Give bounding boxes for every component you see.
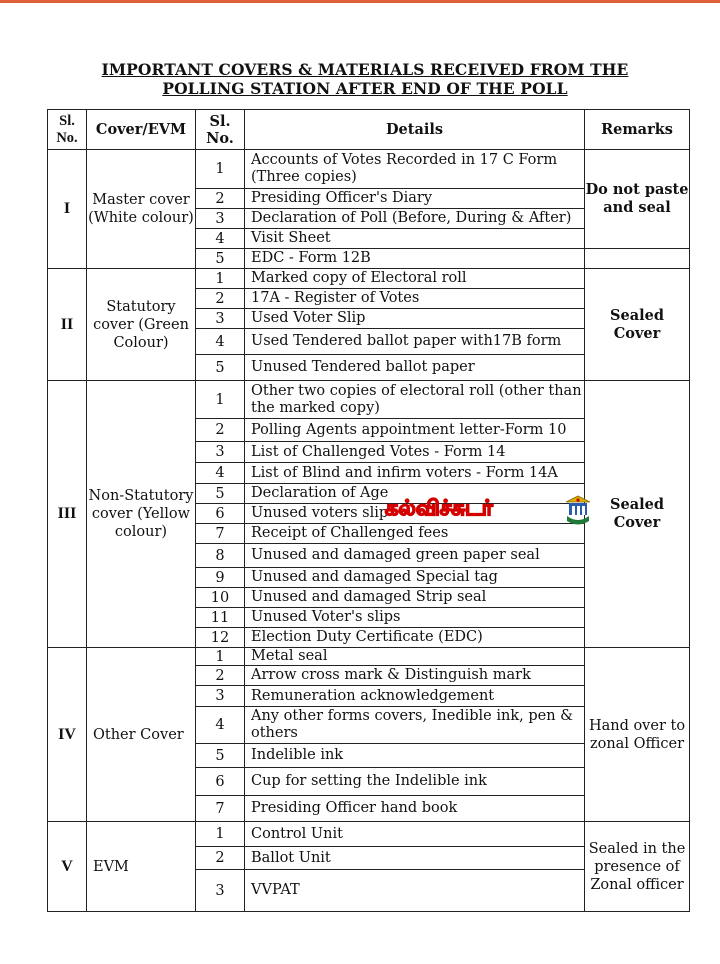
item-details: Unused Tendered ballot paper [245,355,585,381]
item-no: 1 [196,150,245,189]
item-no: 4 [196,463,245,484]
group-cover: Non-Statutory cover (Yellow colour) [87,381,196,648]
group-cover: Master cover (White colour) [87,150,196,269]
item-details: Unused and damaged green paper seal [245,544,585,568]
item-no: 9 [196,568,245,588]
group-remarks: Sealed Cover [585,381,690,648]
item-details: 17A - Register of Votes [245,289,585,309]
header-remarks: Remarks [585,110,690,150]
item-details: Polling Agents appointment letter-Form 10 [245,419,585,442]
item-details: List of Challenged Votes - Form 14 [245,442,585,463]
page-title [0,60,720,98]
item-no: 7 [196,524,245,544]
item-details: EDC - Form 12B [245,249,585,269]
item-no: 4 [196,229,245,249]
group-sl: V [48,822,87,912]
item-details: Other two copies of electoral roll (other than the marked copy) [245,381,585,419]
item-no: 2 [196,666,245,686]
group-remarks: Sealed in the presence of Zonal officer [585,822,690,912]
item-details: Ballot Unit [245,847,585,870]
group-sl: I [48,150,87,269]
header-sl-no-item: Sl. No. [196,110,245,150]
item-no: 5 [196,484,245,504]
table-row [48,381,690,419]
item-details: VVPAT [245,870,585,912]
item-no: 7 [196,796,245,822]
item-details: Receipt of Challenged fees [245,524,585,544]
table-header-row [48,110,690,150]
item-details: Election Duty Certificate (EDC) [245,628,585,648]
item-no: 1 [196,269,245,289]
school-emblem-icon [563,494,593,528]
item-details: Presiding Officer's Diary [245,189,585,209]
item-details: Unused and damaged Special tag [245,568,585,588]
item-no: 8 [196,544,245,568]
item-details: Control Unit [245,822,585,847]
item-no: 5 [196,744,245,768]
group-sl: II [48,269,87,381]
header-sl-no: Sl. No. [48,110,87,150]
item-no: 3 [196,309,245,329]
group-remarks: Do not paste and seal [585,150,690,249]
item-no: 3 [196,442,245,463]
item-details: Cup for setting the Indelible ink [245,768,585,796]
item-no: 3 [196,870,245,912]
watermark [385,494,595,528]
item-details: Used Tendered ballot paper with17B form [245,329,585,355]
item-details: Declaration of Poll (Before, During & After) [245,209,585,229]
item-details: Accounts of Votes Recorded in 17 C Form (Three copies) [245,150,585,189]
watermark-text: கல்விச்சுடர் [385,496,493,520]
item-no: 4 [196,707,245,744]
item-no: 1 [196,648,245,666]
item-no: 1 [196,381,245,419]
group-cover: EVM [87,822,196,912]
table-row [48,822,690,847]
item-no: 1 [196,822,245,847]
item-details: Marked copy of Electoral roll [245,269,585,289]
item-details: Unused and damaged Strip seal [245,588,585,608]
item-details: Indelible ink [245,744,585,768]
item-no: 2 [196,419,245,442]
item-details: Declaration of Age [245,484,585,504]
item-details: Visit Sheet [245,229,585,249]
group-sl: IV [48,648,87,822]
header-cover: Cover/EVM [87,110,196,150]
item-no: 11 [196,608,245,628]
item-details: Used Voter Slip [245,309,585,329]
item-details: Any other forms covers, Inedible ink, pen & others [245,707,585,744]
item-no: 4 [196,329,245,355]
top-accent-bar [0,0,720,3]
item-details: List of Blind and infirm voters - Form 14A [245,463,585,484]
table-row [48,150,690,189]
item-no: 2 [196,847,245,870]
group-sl: III [48,381,87,648]
group-remarks: Hand over to zonal Officer [585,648,690,822]
title-line-1: IMPORTANT COVERS & MATERIALS RECEIVED FROM THE [101,60,629,79]
item-details: Metal seal [245,648,585,666]
item-no: 6 [196,504,245,524]
item-details: Remuneration acknowledgement [245,686,585,707]
item-no: 12 [196,628,245,648]
title-line-2: POLLING STATION AFTER END OF THE POLL [162,79,568,98]
item-details: Presiding Officer hand book [245,796,585,822]
item-no: 3 [196,209,245,229]
item-no: 6 [196,768,245,796]
item-details: Arrow cross mark & Distinguish mark [245,666,585,686]
group-remarks: Sealed Cover [585,269,690,381]
item-no: 2 [196,289,245,309]
item-no: 5 [196,355,245,381]
item-no: 3 [196,686,245,707]
item-no: 10 [196,588,245,608]
item-details: Unused voters slip [245,504,585,524]
group-cover: Statutory cover (Green Colour) [87,269,196,381]
header-details: Details [245,110,585,150]
item-no: 5 [196,249,245,269]
table-row [48,269,690,289]
group-cover: Other Cover [87,648,196,822]
table-row [48,648,690,666]
empty-remarks-cell [585,249,690,269]
item-details: Unused Voter's slips [245,608,585,628]
item-no: 2 [196,189,245,209]
